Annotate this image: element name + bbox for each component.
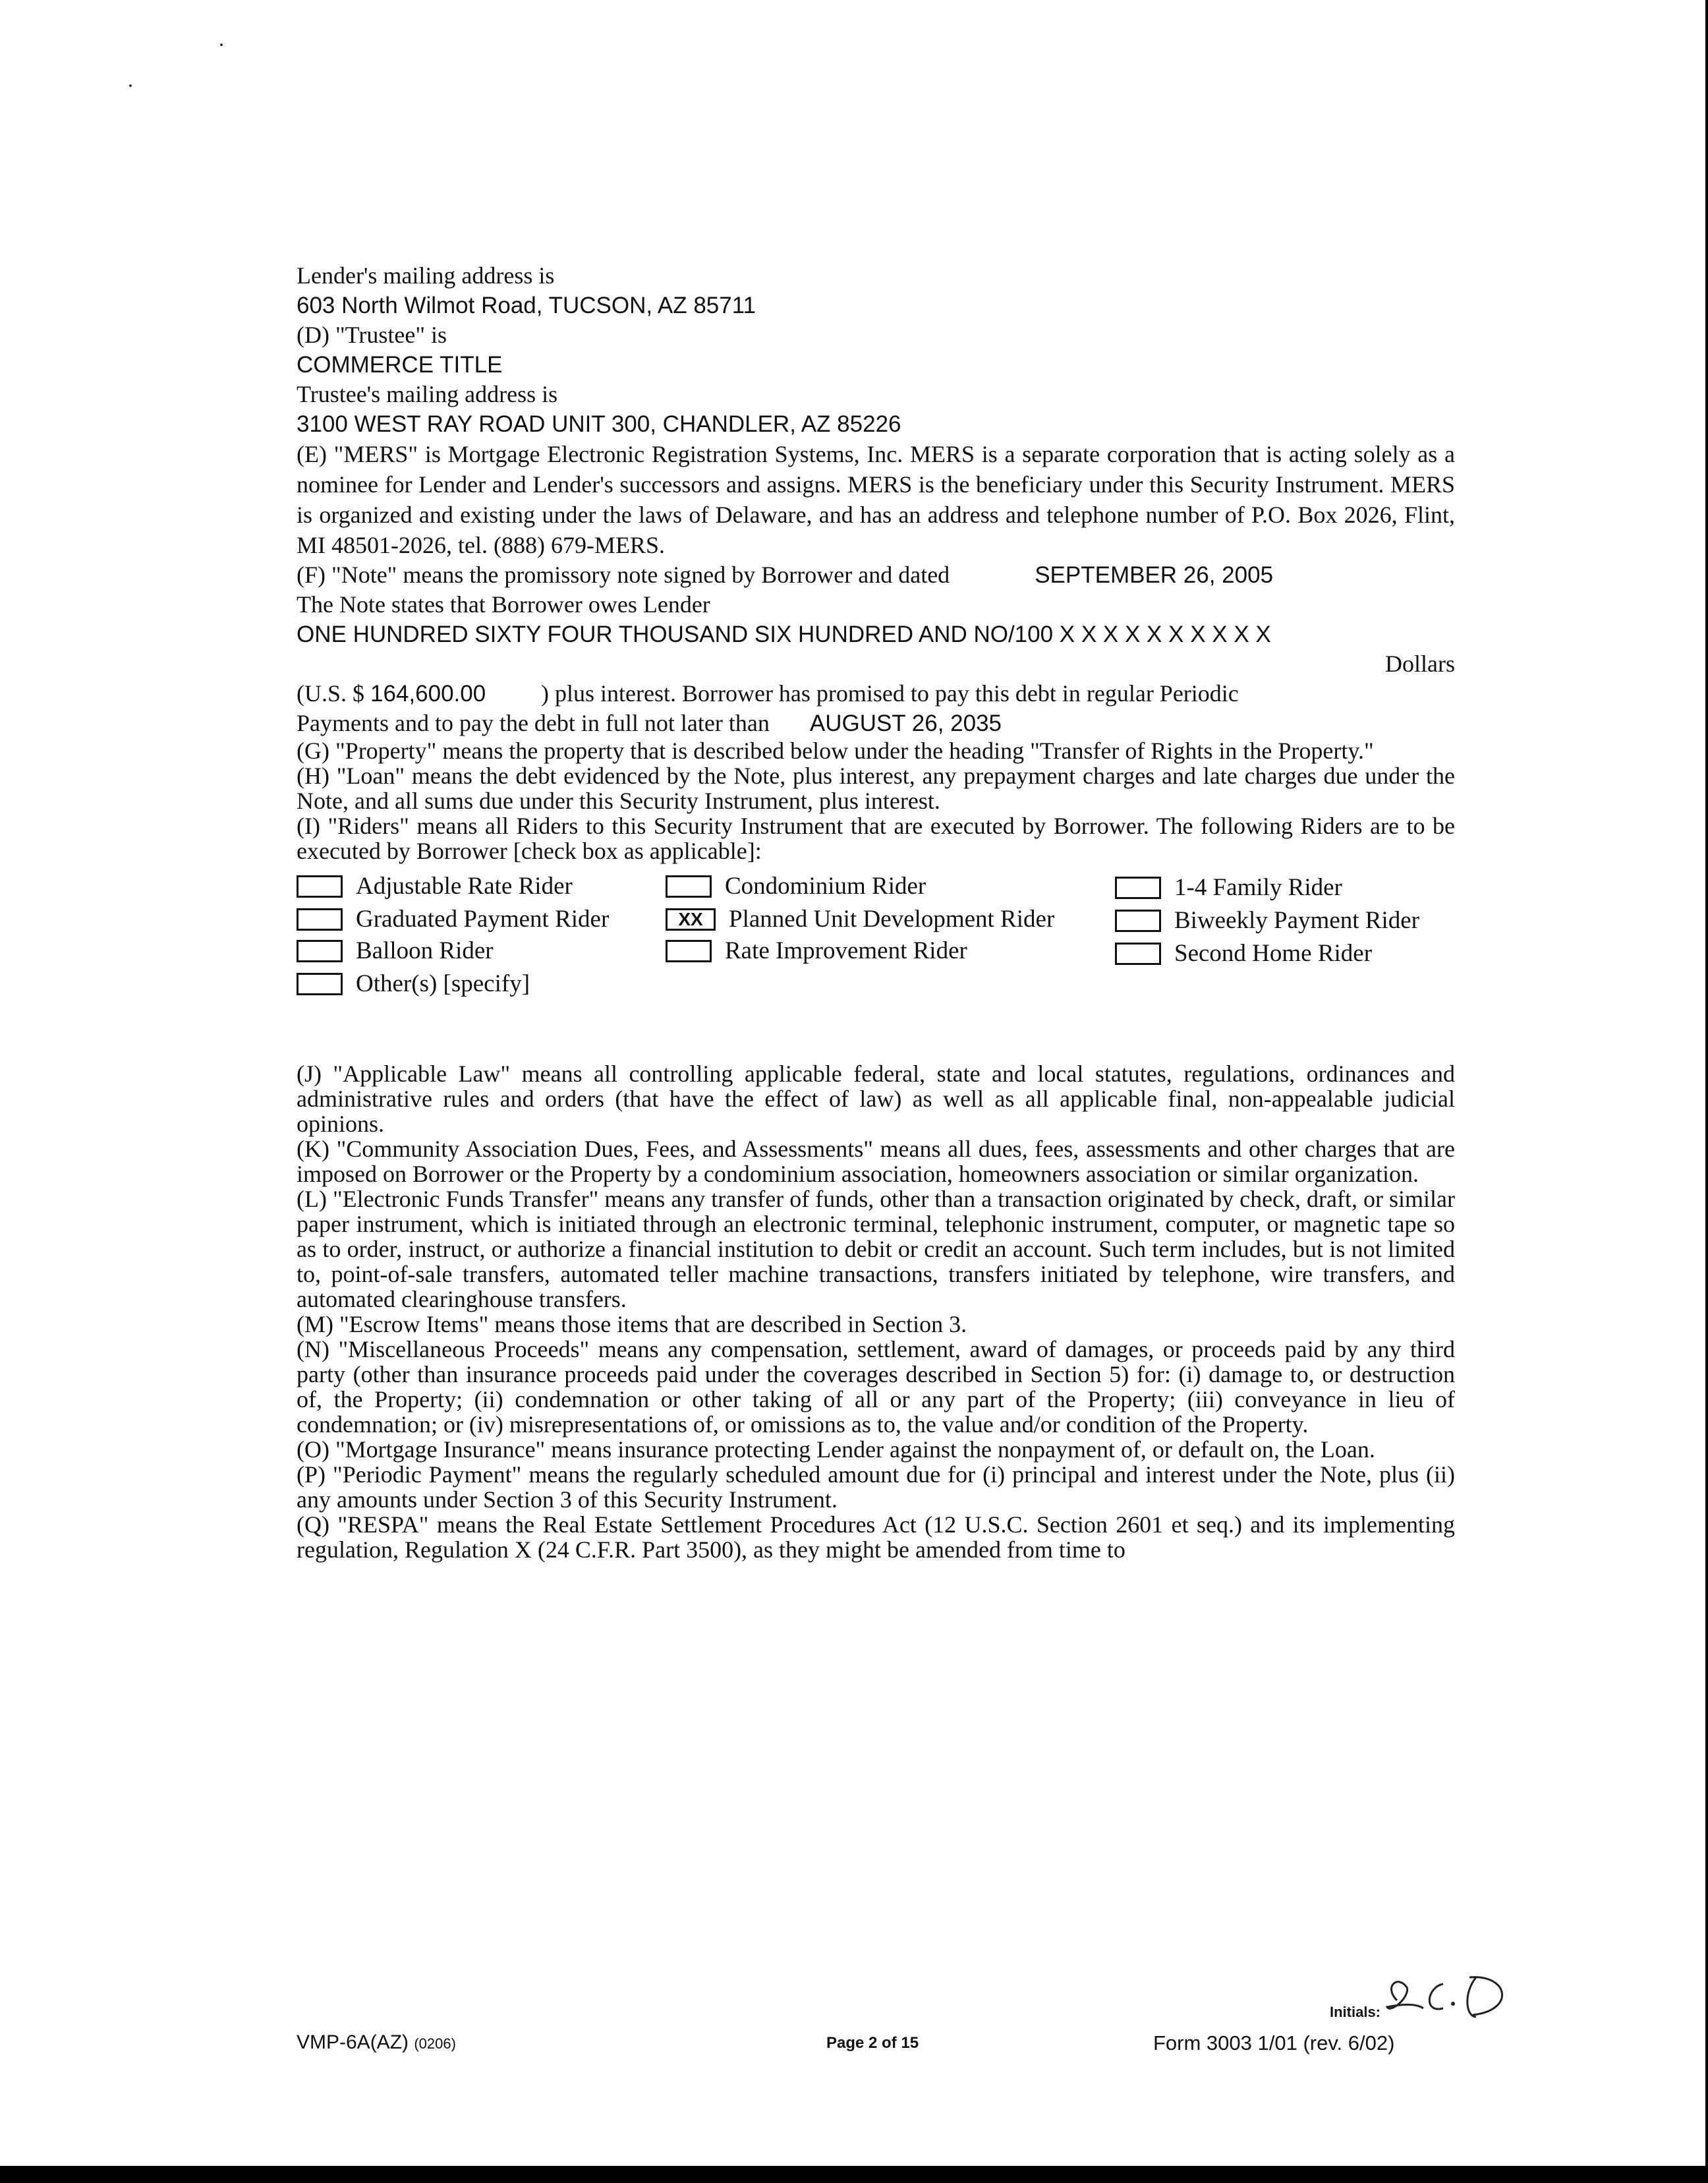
escrow-items-definition: (M) "Escrow Items" means those items that are described in Section 3.: [297, 1311, 967, 1337]
rider-other[interactable]: [297, 969, 530, 999]
rider-graduated-payment[interactable]: [297, 904, 609, 935]
trustee-name: COMMERCE TITLE: [297, 352, 503, 378]
rider-label: 1-4 Family Rider: [1174, 874, 1342, 901]
rider-label: Second Home Rider: [1174, 940, 1373, 967]
rider-label: Balloon Rider: [356, 937, 494, 964]
note-dollars: Dollars: [1385, 651, 1455, 677]
electronic-funds-transfer-definition: (L) "Electronic Funds Transfer" means any transfer of funds, other than a transaction originated by check, draft, or similar paper instrument, which is initiated through an electronic terminal, telephonic instrument, computer, or magnetic tape so as to order, instruct, or authorize a financial institution to debit or credit an account. Such term includes, but is not limited to, point-of-sale transfers, automated teller machine transactions, transfers initiated by telephone, wire transfers, and automated clearinghouse transfers.: [297, 1186, 1455, 1312]
miscellaneous-proceeds-definition: (N) "Miscellaneous Proceeds" means any compensation, settlement, award of damages, or proceeds paid by any third party (other than insurance proceeds paid under the coverages described in Section 5) for: (i) damage to, or destruction of, the Property; (ii) condemnation or other taking of all or any part of the Property; (iii) conveyance in lieu of condemnation; or (iv) misrepresentations of, or omissions as to, the value and/or condition of the Property.: [297, 1336, 1455, 1438]
rider-planned-unit-development[interactable]: [666, 904, 1054, 935]
trustee-mailing-address: 3100 WEST RAY ROAD UNIT 300, CHANDLER, AZ 85226: [297, 411, 901, 437]
rider-checkbox[interactable]: [297, 973, 343, 995]
note-amount-line: [297, 679, 1455, 709]
form-code: VMP-6A(AZ): [297, 2031, 409, 2053]
initials-signature: [1377, 1967, 1509, 2027]
scan-border-right: [1705, 0, 1708, 2183]
mortgage-insurance-definition: (O) "Mortgage Insurance" means insurance protecting Lender against the nonpayment of, or default on, the Loan.: [297, 1436, 1375, 1463]
lender-mailing-label: Lender's mailing address is: [297, 262, 555, 289]
community-association-definition: (K) "Community Association Dues, Fees, and Assessments" means all dues, fees, assessments and other charges that are imposed on Borrower or the Property by a condominium association, homeowners association or similar organization.: [297, 1136, 1455, 1187]
note-amount: 164,600.00: [370, 681, 486, 707]
lender-mailing-address: 603 North Wilmot Road, TUCSON, AZ 85711: [297, 293, 756, 318]
note-definition: [297, 560, 1455, 590]
note-owes: The Note states that Borrower owes Lender: [297, 591, 710, 618]
rider-checkbox-checked[interactable]: XX: [666, 908, 716, 931]
document-body: [297, 261, 1455, 1562]
rider-checkbox[interactable]: [1115, 910, 1161, 932]
rider-label: Planned Unit Development Rider: [729, 906, 1055, 933]
note-payments-line: [297, 709, 1455, 738]
trustee-label: (D) "Trustee" is: [297, 322, 447, 348]
rider-second-home[interactable]: [1115, 939, 1372, 969]
blank-gap: [297, 998, 1455, 1061]
rider-checkbox[interactable]: [666, 875, 712, 898]
rider-adjustable-rate[interactable]: [297, 871, 573, 902]
rider-label: Graduated Payment Rider: [356, 906, 610, 933]
riders-definition: (I) "Riders" means all Riders to this Security Instrument that are executed by Borrower. The following Riders are to be executed by Borrower [check box as applicable]:: [297, 813, 1455, 864]
applicable-law-definition: (J) "Applicable Law" means all controlling applicable federal, state and local statutes, regulations, ordinances and administrative rules and orders (that have the effect of law) as well as all applicable final, non-appealable judicial opinions.: [297, 1061, 1455, 1137]
note-us-prefix: (U.S. $: [297, 680, 365, 707]
note-payments: Payments and to pay the debt in full not later than: [297, 710, 770, 736]
note-date: SEPTEMBER 26, 2005: [1035, 562, 1274, 588]
rider-label: Other(s) [specify]: [356, 970, 530, 997]
trustee-mailing-label: Trustee's mailing address is: [297, 381, 558, 407]
periodic-payment-definition: (P) "Periodic Payment" means the regularly scheduled amount due for (i) principal and interest under the Note, plus (ii) any amounts under Section 3 of this Security Instrument.: [297, 1461, 1455, 1513]
rider-biweekly-payment[interactable]: [1115, 906, 1419, 936]
note-intro: (F) "Note" means the promissory note signed by Borrower and dated: [297, 562, 950, 588]
rider-checkbox[interactable]: [1115, 877, 1161, 899]
rider-label: Condominium Rider: [725, 873, 926, 900]
page-number: Page 2 of 15: [826, 2034, 919, 2052]
rider-checkbox[interactable]: [1115, 943, 1161, 965]
rider-label: Adjustable Rate Rider: [356, 873, 573, 900]
rider-condominium[interactable]: [666, 871, 926, 902]
rider-1-4-family[interactable]: [1115, 873, 1342, 903]
note-plus-interest: ) plus interest. Borrower has promised to pay this debt in regular Periodic: [541, 680, 1239, 707]
scan-speck: [220, 44, 223, 46]
rider-checkbox[interactable]: [297, 908, 343, 931]
form-code-version: (0206): [414, 2035, 456, 2052]
rider-checkbox[interactable]: [297, 875, 343, 898]
property-definition: (G) "Property" means the property that is described below under the heading "Transfer of Rights in the Property.": [297, 738, 1374, 764]
scan-border-bottom: [0, 2166, 1708, 2183]
mers-definition: (E) "MERS" is Mortgage Electronic Registration Systems, Inc. MERS is a separate corporation that is acting solely as a nominee for Lender and Lender's successors and assigns. MERS is the beneficiary under this Security Instrument. MERS is organized and existing under the laws of Delaware, and has an address and telephone number of P.O. Box 2026, Flint, MI 48501-2026, tel. (888) 679-MERS.: [297, 441, 1455, 558]
loan-definition: (H) "Loan" means the debt evidenced by the Note, plus interest, any prepayment charges and late charges due under the Note, and all sums due under this Security Instrument, plus interest.: [297, 763, 1455, 814]
respa-definition: (Q) "RESPA" means the Real Estate Settlement Procedures Act (12 U.S.C. Section 2601 et seq.) and its implementing regulation, Regulation X (24 C.F.R. Part 3500), as they might be amended from time to: [297, 1511, 1455, 1563]
rider-label: Rate Improvement Rider: [725, 937, 967, 964]
rider-checkbox[interactable]: [297, 940, 343, 962]
note-maturity-date: AUGUST 26, 2035: [809, 711, 1002, 736]
footer-form-code: [297, 2031, 456, 2054]
note-amount-words: ONE HUNDRED SIXTY FOUR THOUSAND SIX HUNDRED AND NO/100 X X X X X X X X X X: [297, 622, 1271, 647]
rider-balloon[interactable]: [297, 936, 494, 966]
rider-rate-improvement[interactable]: [666, 936, 967, 966]
initials-label: Initials:: [1330, 2004, 1381, 2020]
scan-speck: [129, 84, 132, 87]
riders-checklist: [297, 866, 1455, 998]
rider-checkbox[interactable]: [666, 940, 712, 962]
form-number: Form 3003 1/01 (rev. 6/02): [1153, 2031, 1395, 2054]
rider-label: Biweekly Payment Rider: [1174, 907, 1419, 934]
